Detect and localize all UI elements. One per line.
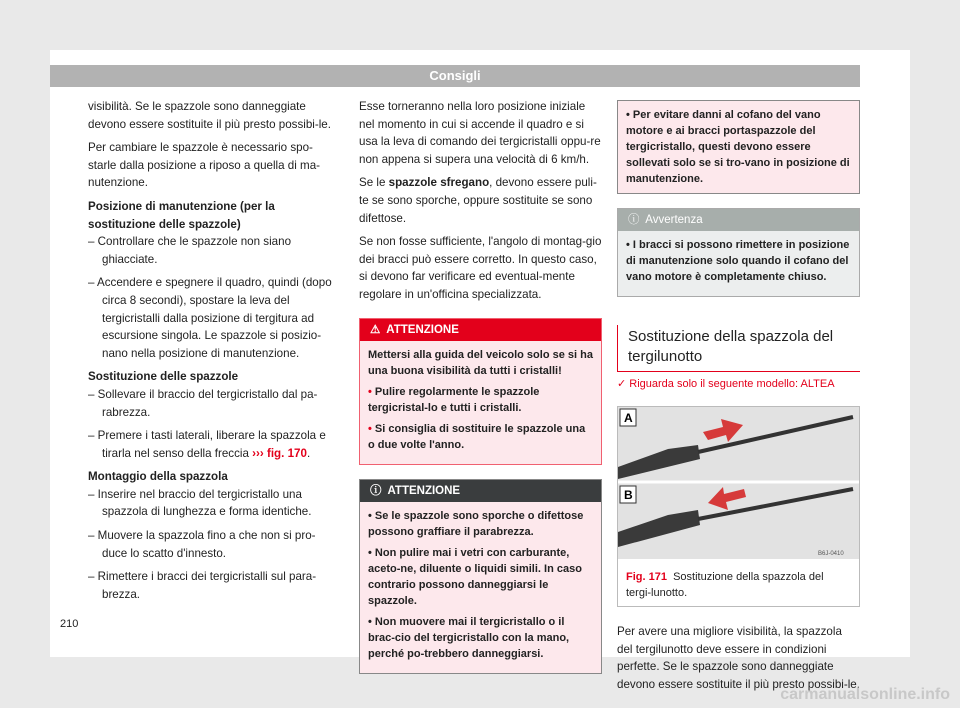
step: – Rimettere i bracci dei tergicristalli sul para-brezza.: [88, 568, 338, 603]
step-text: Premere i tasti laterali, liberare la spazzola e tirarla nel senso della freccia: [97, 429, 326, 460]
paragraph: Per cambiare le spazzole è necessario spo-starle dalla posizione a riposo a quella di ma-nutenzione.: [88, 141, 321, 190]
subheading: Montaggio della spazzola: [88, 470, 228, 484]
paragraph: Esse torneranno nella loro posizione iniziale nel momento in cui si accende il quadro e si usa la leva di comando dei tergicristalli oppu-re non appena si supera una velocità di 6 km/h.: [359, 100, 601, 166]
paragraph: [359, 174, 602, 227]
column-middle: [359, 98, 602, 688]
paragraph: visibilità. Se le spazzole sono danneggiate devono essere sostituite il più presto possibi-le.: [88, 100, 331, 131]
exclamation-circle-icon: ⓘ: [370, 484, 382, 497]
figure-caption: [618, 564, 859, 606]
caption-text: Sostituzione della spazzola del tergi-lunotto.: [626, 571, 824, 600]
caution-item: • Non pulire mai i vetri con carburante, aceto-ne, diluente o liquidi simili. In caso contrario possono danneggiarsi le spazzole.: [368, 545, 593, 609]
warning-item: • Si consiglia di sostituire le spazzole una o due volte l'anno.: [368, 421, 593, 453]
page-number: 210: [60, 618, 79, 630]
checkmark-icon: ✓: [617, 378, 627, 390]
note-box: [617, 208, 860, 297]
watermark: carmanualsonline.info: [780, 686, 950, 703]
label-a: A: [624, 410, 633, 425]
model-applicability: [617, 376, 860, 394]
caution-header: [360, 480, 601, 502]
figure-number: Fig. 171: [626, 571, 667, 584]
warning-triangle-icon: ⚠: [370, 323, 381, 336]
step: – Accendere e spegnere il quadro, quindi (dopo circa 8 secondi), spostare la leva del tergicristalli dalla posizione di tergitura ad escursione singola. Le spazzole si posizio-nano nella posizione di manutenzione.: [88, 274, 338, 362]
section-heading: Sostituzione della spazzola del tergilunotto: [617, 325, 860, 372]
paragraph: Se non fosse sufficiente, l'angolo di montag-gio dei bracci può essere corretto. In questo caso, si devono far verificare ed eventual-mente regolare in un'officina specializzata.: [359, 235, 602, 301]
section-header: Consigli: [50, 65, 860, 87]
caution-box: [359, 479, 602, 674]
warning-title: ATTENZIONE: [386, 323, 459, 336]
step: – Sollevare il braccio del tergicristallo dal pa-rabrezza.: [88, 386, 338, 421]
note-item: • I bracci si possono rimettere in posizione di manutenzione solo quando il cofano del vano motore è completamente chiuso.: [626, 237, 851, 285]
figure-link[interactable]: ››› fig. 170: [252, 446, 307, 460]
subheading: Posizione di manutenzione (per la sostituzione delle spazzole): [88, 199, 275, 231]
caution-item: • Se le spazzole sono sporche o difettose possono graffiare il parabrezza.: [368, 508, 593, 540]
figure: [617, 406, 860, 608]
model-text: Riguarda solo il seguente modello: ALTEA: [629, 378, 835, 390]
label-b: B: [624, 487, 633, 502]
text-bold: spazzole sfregano: [388, 176, 490, 190]
step: – Controllare che le spazzole non siano ghiacciate.: [88, 233, 338, 268]
warning-header: [360, 319, 601, 341]
warning-item: • Pulire regolarmente le spazzole tergicristal-lo e tutti i cristalli.: [368, 384, 593, 416]
text: Se le: [359, 176, 389, 190]
caution-item: • Per evitare danni al cofano del vano motore e ai bracci portaspazzole del tergicristallo, questi devono essere sollevati solo se si tro-vano in posizione di manutenzione.: [618, 101, 859, 193]
wiper-illustration: [618, 407, 859, 559]
paragraph: Per avere una migliore visibilità, la spazzola del tergilunotto deve essere in condizioni perfette. Se le spazzole sono danneggiate devono essere sostituite il più presto possibi-le.: [617, 625, 860, 691]
text: , devono essere puli-te se sono sporche, oppure sostituite se sono difettose.: [359, 176, 597, 225]
column-right: [617, 100, 860, 700]
note-header: [618, 209, 859, 231]
column-left: [88, 98, 338, 609]
step: – Premere i tasti laterali, liberare la spazzola e tirarla nel senso della freccia ››› fig. 170.: [88, 427, 338, 462]
warning-text: Mettersi alla guida del veicolo solo se si ha una buona visibilità da tutti i cristalli!: [368, 348, 593, 377]
figure-code: B6J-0410: [818, 550, 844, 557]
subheading: Sostituzione delle spazzole: [88, 370, 239, 384]
caution-title: ATTENZIONE: [387, 484, 461, 497]
caution-box-continued: [617, 100, 860, 194]
warning-box: [359, 318, 602, 465]
step: – Inserire nel braccio del tergicristallo una spazzola di lunghezza e forma identiche.: [88, 486, 338, 521]
note-title: Avvertenza: [645, 214, 703, 226]
info-icon: ⓘ: [628, 214, 640, 226]
caution-item: • Non muovere mai il tergicristallo o il brac-cio del tergicristallo con la mano, perché po-trebbero danneggiarsi.: [368, 614, 593, 662]
step: – Muovere la spazzola fino a che non si pro-duce lo scatto d'innesto.: [88, 527, 338, 562]
